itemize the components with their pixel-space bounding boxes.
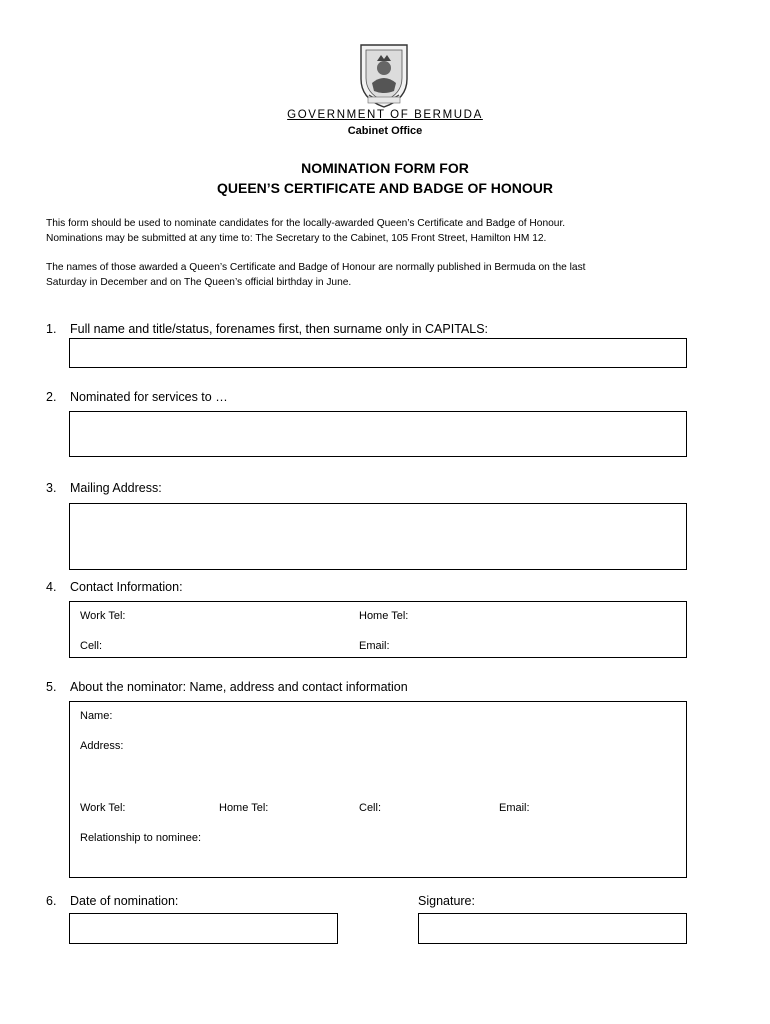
nominator-information-box[interactable] xyxy=(69,701,687,878)
question-text: About the nominator: Name, address and contact information xyxy=(70,680,408,694)
form-title-line1: NOMINATION FORM FOR xyxy=(301,160,469,176)
nominator-email-label: Email: xyxy=(499,802,530,814)
nominator-name-label: Name: xyxy=(80,710,113,722)
nominator-cell-label: Cell: xyxy=(359,802,382,814)
question-number: 3. xyxy=(46,481,57,495)
signature-field[interactable] xyxy=(418,913,687,944)
question-number: 4. xyxy=(46,580,57,594)
question-text: Mailing Address: xyxy=(70,481,162,495)
question-2-label xyxy=(46,390,228,404)
intro-p2-line1: The names of those awarded a Queen’s Certificate and Badge of Honour are normally published in Bermuda on the last xyxy=(46,262,586,273)
nominator-address-label: Address: xyxy=(80,740,124,752)
work-tel-label: Work Tel: xyxy=(80,610,126,622)
email-label: Email: xyxy=(359,640,390,652)
question-3-label xyxy=(46,481,162,495)
nominator-home-tel-label: Home Tel: xyxy=(219,802,269,814)
relationship-label: Relationship to nominee: xyxy=(80,832,202,844)
nominator-work-tel-label: Work Tel: xyxy=(80,802,126,814)
question-text: Date of nomination: xyxy=(70,894,179,908)
intro-paragraph-2 xyxy=(46,260,726,290)
contact-information-box[interactable] xyxy=(69,601,687,658)
home-tel-label: Home Tel: xyxy=(359,610,409,622)
question-5-label xyxy=(46,680,408,694)
full-name-field[interactable] xyxy=(69,338,687,368)
office-subheading: Cabinet Office xyxy=(347,125,423,137)
intro-p2-line2: Saturday in December and on The Queen’s official birthday in June. xyxy=(46,277,352,288)
question-text: Full name and title/status, forenames first, then surname only in CAPITALS: xyxy=(70,322,489,336)
mailing-address-field[interactable] xyxy=(69,503,687,570)
question-text: Contact Information: xyxy=(70,580,183,594)
question-6-label xyxy=(46,894,178,908)
question-text: Nominated for services to … xyxy=(70,390,228,404)
form-title-line2: QUEEN’S CERTIFICATE AND BADGE OF HONOUR xyxy=(216,180,553,196)
question-1-label xyxy=(46,322,488,336)
date-of-nomination-field[interactable] xyxy=(69,913,338,944)
intro-paragraph-1 xyxy=(46,216,726,246)
intro-p1-line1: This form should be used to nominate candidates for the locally-awarded Queen’s Certificate and Badge of Honour. xyxy=(46,218,566,229)
bermuda-coat-of-arms-icon xyxy=(357,43,411,109)
question-number: 1. xyxy=(46,322,57,336)
question-number: 2. xyxy=(46,390,57,404)
signature-label: Signature: xyxy=(418,894,475,908)
question-number: 5. xyxy=(46,680,57,694)
question-4-label xyxy=(46,580,183,594)
government-heading: GOVERNMENT OF BERMUDA xyxy=(287,109,483,121)
intro-p1-line2: Nominations may be submitted at any time to: The Secretary to the Cabinet, 105 Front Street, Hamilton HM 12. xyxy=(46,233,547,244)
services-field[interactable] xyxy=(69,411,687,457)
question-number: 6. xyxy=(46,894,57,908)
cell-label: Cell: xyxy=(80,640,103,652)
